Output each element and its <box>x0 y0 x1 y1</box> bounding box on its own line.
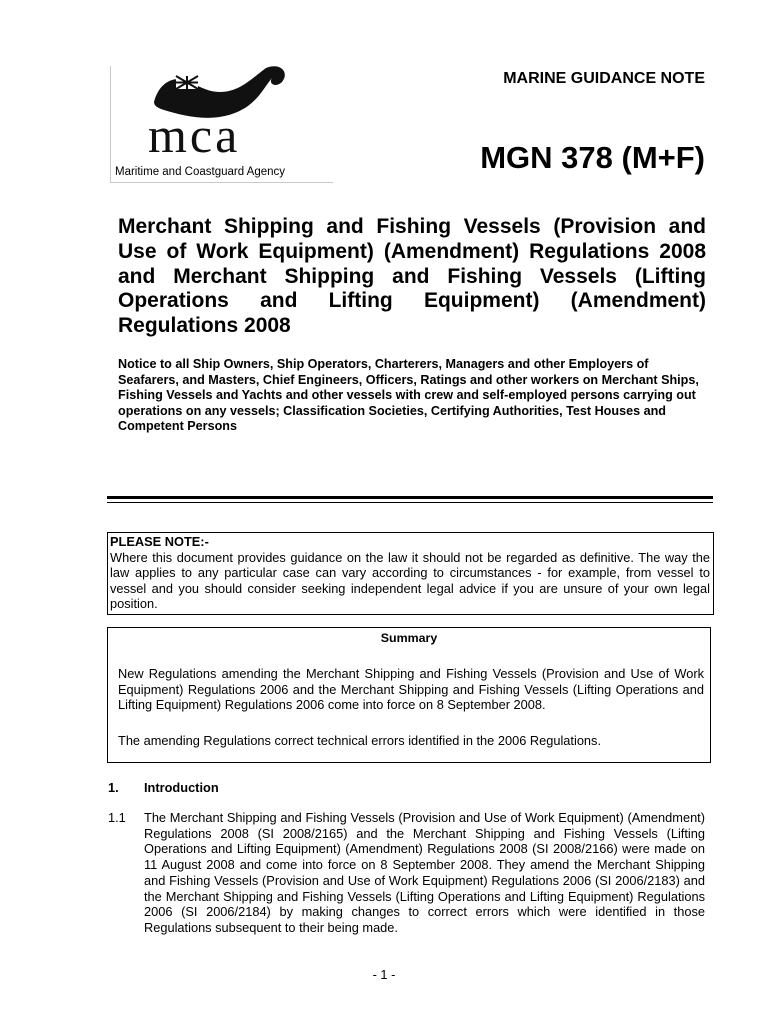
summary-box <box>107 627 711 763</box>
notice-audience: Notice to all Ship Owners, Ship Operators, Charterers, Managers and other Employers of Seafarers, and Masters, Chief Engineers, Officers, Ratings and other workers on Merchant Ships, Fishing Vessels and Yachts and other vessels with crew and self-employed persons carrying out operations on any vessels; Classification Societies, Certifying Authorities, Test Houses and Competent Persons <box>118 357 699 433</box>
page-number: - 1 - <box>372 967 396 982</box>
divider-thin <box>107 502 713 503</box>
logo-letters: mca <box>148 107 241 163</box>
section-number: 1. <box>108 780 119 795</box>
please-note-heading: PLEASE NOTE:- <box>110 534 209 549</box>
mca-logo <box>110 66 332 184</box>
please-note-box <box>107 532 714 615</box>
divider-thick <box>107 496 713 499</box>
summary-heading: Summary <box>380 631 438 645</box>
paragraph-number: 1.1 <box>108 810 126 825</box>
document-title: Merchant Shipping and Fishing Vessels (Provision and Use of Work Equipment) (Amendment) Regulations 2008 and Merchant Shipping and Fishing Vessels (Lifting Operations and Lifting Equipment) (Amendment) Regulations 2008 <box>118 215 706 338</box>
document-type: MARINE GUIDANCE NOTE <box>503 70 705 87</box>
please-note-body: Where this document provides guidance on the law it should not be regarded as definitive. The way the law applies to any particular case can vary according to circumstances - for example, from vessel to vessel and you should consider seeking independent legal advice if you are unsure of your own legal position. <box>110 549 710 611</box>
agency-name: Maritime and Coastguard Agency <box>115 166 286 178</box>
summary-paragraph-2: The amending Regulations correct technical errors identified in the 2006 Regulations. <box>118 733 602 748</box>
paragraph-text: The Merchant Shipping and Fishing Vessels (Provision and Use of Work Equipment) (Amendment) Regulations 2008 (SI 2008/2165) and the Merchant Shipping and Fishing Vessels (Lifting Operations and Lifting Equipment) (Amendment) Regulations 2008 (SI 2008/2166) were made on 11 August 2008 and come into force on 8 September 2008. They amend the Merchant Shipping and Fishing Vessels (Provision and Use of Work Equipment) Regulations 2006 (SI 2006/2183) and the Merchant Shipping and Fishing Vessels (Lifting Operations and Lifting Equipment) Regulations 2006 (SI 2006/2184) by making changes to correct errors which were identified in those Regulations subsequent to their being made. <box>144 810 705 935</box>
document-number: MGN 378 (M+F) <box>480 140 705 175</box>
section-title: Introduction <box>144 780 219 795</box>
summary-paragraph-1: New Regulations amending the Merchant Shipping and Fishing Vessels (Provision and Use of Work Equipment) Regulations 2006 and the Merchant Shipping and Fishing Vessels (Lifting Operations and Lifting Equipment) Regulations 2006 come into force on 8 September 2008. <box>118 666 704 713</box>
